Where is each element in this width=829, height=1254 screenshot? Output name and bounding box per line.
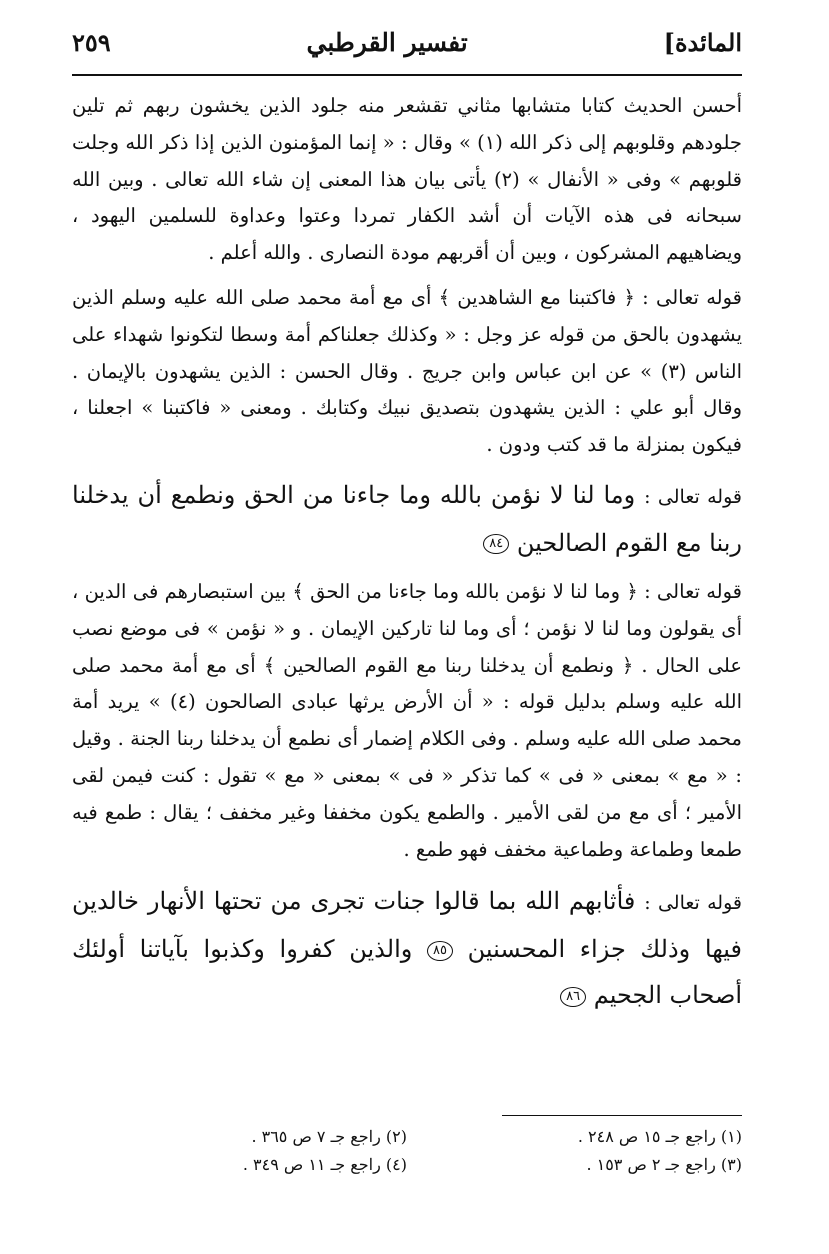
footnotes bbox=[72, 1126, 742, 1176]
verse-number-marker: ٨٦ bbox=[560, 987, 586, 1007]
verse-number-marker: ٨٤ bbox=[483, 534, 509, 554]
book-title: تفسير القرطبي bbox=[306, 28, 468, 57]
page-header bbox=[72, 28, 742, 70]
verse-number-marker: ٨٥ bbox=[427, 941, 453, 961]
book-page bbox=[72, 18, 742, 1218]
footnote: (١) راجع جـ ١٥ ص ٢٤٨ . bbox=[577, 1127, 742, 1146]
footnote: (٣) راجع جـ ٢ ص ١٥٣ . bbox=[586, 1155, 742, 1174]
verse-84-text: وما لنا لا نؤمن بالله وما جاءنا من الحق ونطمع أن يدخلنا ربنا مع القوم الصالحين bbox=[72, 480, 742, 557]
verse-85-text: فأثابهم الله بما قالوا جنات تجرى من تحتها الأنهار خالدين فيها وذلك جزاء المحسنين bbox=[72, 887, 742, 964]
page-body bbox=[72, 88, 742, 1018]
page-number: ٢٥٩ bbox=[72, 28, 111, 57]
verse-84-block bbox=[72, 472, 742, 566]
paragraph: قوله تعالى : ﴿ فاكتبنا مع الشاهدين ﴾ أى مع أمة محمد صلى الله عليه وسلم الذين يشهدون بالحق من قوله عز وجل : « وكذلك جعلناكم أمة وسطا لتكونوا شهداء على الناس (٣) » عن ابن عباس وابن جريج . وقال الحسن : الذين يشهدون بالإيمان . وقال أبو علي : الذين يشهدون بتصديق نبيك وكتابك . ومعنى « فاكتبنا » اجعلنا ، فيكون بمنزلة ما قد كتب ودون . bbox=[72, 285, 743, 457]
paragraph: أحسن الحديث كتابا متشابها مثاني تقشعر منه جلود الذين يخشون ربهم ثم تلين جلودهم وقلوبهم إلى ذكر الله (١) » وقال : « إنما المؤمنون الذين إذا ذكر الله وجلت قلوبهم » وفى « الأنفال » (٢) يأتى بيان هذا المعنى إن شاء الله تعالى . وبين الله سبحانه فى هذه الآيات أن أشد الكفار تمردا وعتوا وعداوة للسلمين اليهود ، ويضاهيهم المشركون ، وبين أن أقربهم مودة النصارى . والله أعلم . bbox=[72, 94, 742, 265]
verse-85-86-block bbox=[72, 878, 742, 1018]
footnote: (٢) راجع جـ ٧ ص ٣٦٥ . bbox=[251, 1127, 407, 1146]
footnote-rule bbox=[502, 1115, 742, 1116]
header-rule bbox=[72, 74, 742, 76]
commentary-84: قوله تعالى : ﴿ وما لنا لا نؤمن بالله وما جاءنا من الحق ﴾ بين استبصارهم فى الدين ، أى يقولون وما لنا لا نؤمن ؛ أى وما لنا تاركين الإيمان . و « نؤمن » فى موضع نصب على الحال . ﴿ ونطمع أن يدخلنا ربنا مع القوم الصالحين ﴾ أى مع أمة محمد صلى الله عليه وسلم بدليل قوله : « أن الأرض يرثها عبادى الصالحون (٤) » يريد أمة محمد صلى الله عليه وسلم . وفى الكلام إضمار أى نطمع أن يدخلنا ربنا الجنة . وقيل : « مع » بمعنى « فى » كما تذكر « فى » بمعنى « مع » تقول : كنت فيمن لقى الأمير ؛ أى مع من لقى الأمير . والطمع يكون مخففا وغير مخفف ؛ يقال : طمع فيه طمعا وطماعة وطماعية مخفف فهو طمع . bbox=[72, 579, 742, 861]
verse-86-text: والذين كفروا وكذبوا بآياتنا أولئك أصحاب الجحيم bbox=[72, 935, 742, 1010]
footnote: (٤) راجع جـ ١١ ص ٣٤٩ . bbox=[242, 1155, 407, 1174]
verse-lead: قوله تعالى : bbox=[644, 485, 742, 508]
verse-lead: قوله تعالى : bbox=[644, 892, 742, 915]
surah-name: المائدة] bbox=[663, 28, 742, 57]
